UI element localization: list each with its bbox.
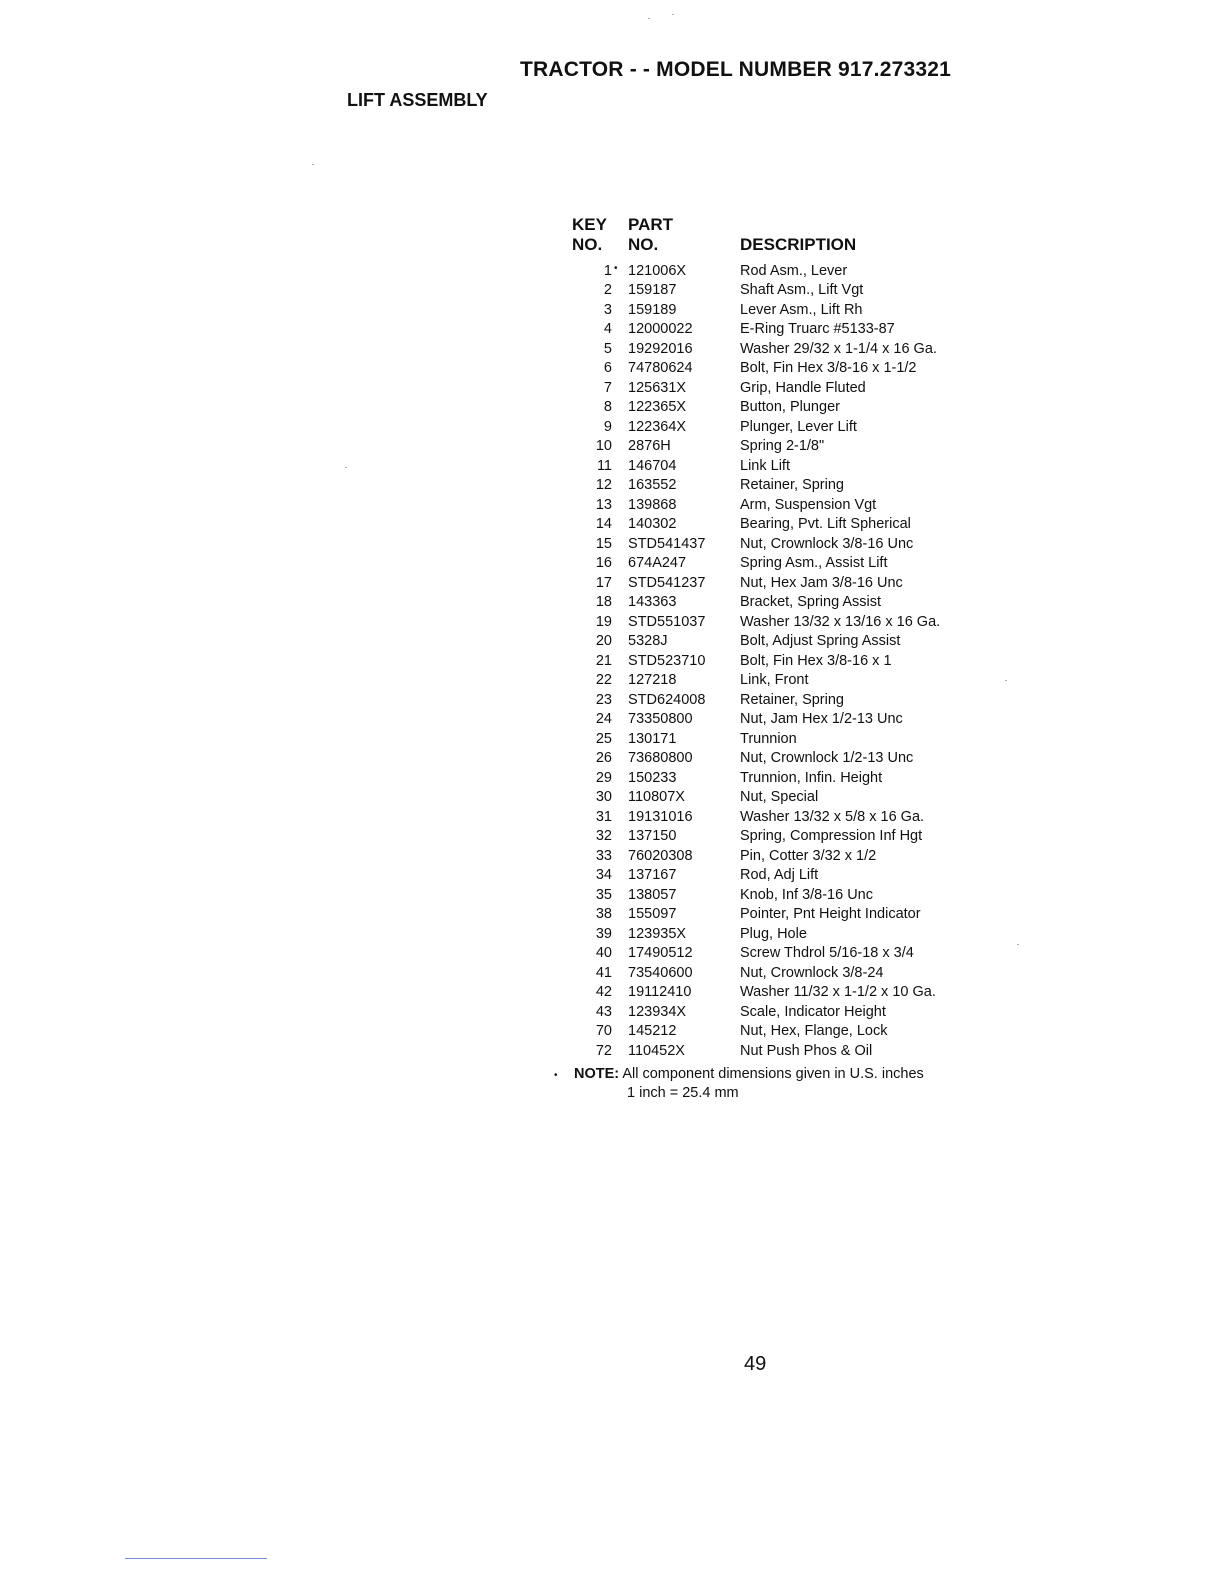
part-description: Nut, Hex Jam 3/8-16 Unc	[740, 574, 903, 591]
table-row	[560, 924, 980, 944]
key-no: 43	[595, 1003, 612, 1020]
key-no: 2	[603, 282, 612, 299]
key-no: 41	[595, 964, 612, 981]
key-no: 26	[595, 750, 612, 767]
key-no: 7	[603, 379, 612, 396]
table-row	[560, 1022, 980, 1042]
part-no: 138057	[628, 886, 677, 903]
table-row	[560, 456, 980, 476]
part-description: Washer 13/32 x 5/8 x 16 Ga.	[740, 808, 925, 825]
table-row	[560, 807, 980, 827]
table-row	[560, 885, 980, 905]
part-description: Trunnion	[740, 730, 797, 747]
part-no: 159187	[628, 282, 677, 299]
part-description: Bracket, Spring Assist	[740, 594, 882, 611]
part-description: Pin, Cotter 3/32 x 1/2	[740, 847, 877, 864]
part-description: Washer 29/32 x 1-1/4 x 16 Ga.	[740, 340, 937, 357]
part-no: 140302	[628, 516, 677, 533]
part-no: 150233	[628, 769, 677, 786]
table-row	[560, 573, 980, 593]
column-header-part-line2: NO.	[628, 235, 659, 254]
table-row	[560, 983, 980, 1003]
part-no: 17490512	[628, 945, 693, 962]
key-no: 16	[595, 555, 612, 572]
part-description: Plunger, Lever Lift	[740, 418, 857, 435]
key-no: 3	[603, 301, 612, 318]
note-marker: •	[554, 1070, 558, 1081]
key-no: 21	[595, 652, 612, 669]
table-row	[560, 320, 980, 340]
part-no: 19131016	[628, 808, 693, 825]
table-row	[560, 378, 980, 398]
column-header-key-line2: NO.	[572, 235, 603, 254]
table-row	[560, 398, 980, 418]
part-no: 137150	[628, 828, 677, 845]
part-description: Lever Asm., Lift Rh	[740, 301, 863, 318]
key-no: 30	[595, 789, 612, 806]
table-row	[560, 866, 980, 886]
table-row	[560, 710, 980, 730]
key-no: 9	[603, 418, 612, 435]
key-no: 25	[595, 730, 612, 747]
part-description: Nut, Special	[740, 789, 819, 806]
table-row	[560, 612, 980, 632]
part-no: 674A247	[628, 555, 687, 572]
key-no: 72	[595, 1042, 612, 1059]
part-description: Scale, Indicator Height	[740, 1003, 886, 1020]
part-no: 121006X	[628, 262, 687, 279]
part-description: Bolt, Adjust Spring Assist	[740, 633, 901, 650]
part-description: Retainer, Spring	[740, 691, 844, 708]
part-description: Retainer, Spring	[740, 477, 844, 494]
key-no: 40	[595, 945, 612, 962]
key-no: 5	[603, 340, 612, 357]
key-no: 14	[595, 516, 612, 533]
key-no: 20	[595, 633, 612, 650]
part-description: Bolt, Fin Hex 3/8-16 x 1	[740, 652, 892, 669]
part-description: Spring, Compression Inf Hgt	[740, 828, 923, 845]
key-no: 22	[595, 672, 612, 689]
part-no: 163552	[628, 477, 677, 494]
bottom-rule	[125, 1558, 267, 1559]
key-no: 19	[595, 613, 612, 630]
table-row	[560, 729, 980, 749]
table-row	[560, 944, 980, 964]
part-no: 110807X	[628, 789, 685, 806]
part-description: E-Ring Truarc #5133-87	[740, 321, 895, 338]
part-no: STD541437	[628, 535, 706, 552]
column-header-key-line1: KEY	[572, 215, 607, 234]
part-no: 123935X	[628, 925, 687, 942]
part-description: Nut, Crownlock 1/2-13 Unc	[740, 750, 914, 767]
page-number: 49	[744, 1353, 767, 1375]
part-description: Nut, Jam Hex 1/2-13 Unc	[740, 711, 903, 728]
note	[554, 1066, 924, 1082]
key-no: 4	[603, 321, 612, 338]
table-row	[560, 261, 980, 281]
part-no: 19292016	[628, 340, 693, 357]
key-no: 70	[595, 1023, 612, 1040]
table-row	[560, 339, 980, 359]
key-no: 10	[595, 438, 612, 455]
note-label: NOTE:	[574, 1066, 620, 1082]
part-no: STD551037	[628, 613, 706, 630]
key-no: 18	[595, 594, 612, 611]
parts-list	[560, 261, 980, 1061]
column-header-part-line1: PART	[628, 215, 674, 234]
table-row	[560, 768, 980, 788]
part-description: Arm, Suspension Vgt	[740, 496, 877, 513]
table-row	[560, 554, 980, 574]
table-row	[560, 593, 980, 613]
table-row	[560, 827, 980, 847]
part-no: 76020308	[628, 847, 693, 864]
part-no: 145212	[628, 1023, 677, 1040]
part-description: Spring Asm., Assist Lift	[740, 555, 888, 572]
table-row	[560, 671, 980, 691]
key-marker: •	[614, 263, 618, 274]
page-title: TRACTOR - - MODEL NUMBER 917.273321	[520, 58, 951, 81]
note-text: All component dimensions given in U.S. inches	[622, 1066, 924, 1082]
part-description: Link, Front	[740, 672, 809, 689]
part-description: Pointer, Pnt Height Indicator	[740, 906, 921, 923]
table-row	[560, 300, 980, 320]
part-description: Washer 11/32 x 1-1/2 x 10 Ga.	[740, 984, 936, 1001]
table-row	[560, 417, 980, 437]
part-no: STD624008	[628, 691, 706, 708]
table-row	[560, 963, 980, 983]
part-no: STD541237	[628, 574, 706, 591]
part-no: STD523710	[628, 652, 706, 669]
key-no: 15	[595, 535, 612, 552]
part-description: Screw Thdrol 5/16-18 x 3/4	[740, 945, 914, 962]
key-no: 17	[595, 574, 612, 591]
part-description: Link Lift	[740, 457, 790, 474]
part-no: 110452X	[628, 1042, 685, 1059]
part-description: Bolt, Fin Hex 3/8-16 x 1-1/2	[740, 360, 917, 377]
table-row	[560, 1041, 980, 1061]
key-no: 11	[596, 457, 612, 474]
part-description: Grip, Handle Fluted	[740, 379, 866, 396]
table-row	[560, 905, 980, 925]
key-no: 29	[595, 769, 612, 786]
key-no: 6	[603, 360, 612, 377]
part-no: 139868	[628, 496, 677, 513]
part-no: 123934X	[628, 1003, 687, 1020]
table-row	[560, 476, 980, 496]
part-no: 125631X	[628, 379, 687, 396]
section-title: LIFT ASSEMBLY	[347, 90, 488, 110]
key-no: 23	[595, 691, 612, 708]
note-conversion: 1 inch = 25.4 mm	[627, 1085, 739, 1101]
part-description: Rod Asm., Lever	[740, 262, 848, 279]
part-no: 146704	[628, 457, 677, 474]
part-no: 5328J	[628, 633, 668, 650]
table-row	[560, 1002, 980, 1022]
part-no: 2876H	[628, 438, 671, 455]
table-row	[560, 359, 980, 379]
part-no: 122364X	[628, 418, 687, 435]
part-description: Rod, Adj Lift	[740, 867, 819, 884]
part-no: 130171	[628, 730, 677, 747]
table-row	[560, 690, 980, 710]
table-row	[560, 515, 980, 535]
part-no: 122365X	[628, 399, 687, 416]
part-no: 127218	[628, 672, 677, 689]
column-header-description: DESCRIPTION	[740, 235, 857, 254]
part-no: 155097	[628, 906, 677, 923]
key-no: 34	[595, 867, 612, 884]
part-description: Nut, Hex, Flange, Lock	[740, 1023, 888, 1040]
part-no: 137167	[628, 867, 677, 884]
key-no: 13	[595, 496, 612, 513]
key-no: 1	[603, 262, 612, 279]
key-no: 12	[595, 477, 612, 494]
part-no: 73540600	[628, 964, 693, 981]
part-no: 159189	[628, 301, 677, 318]
part-no: 73350800	[628, 711, 693, 728]
key-no: 32	[595, 828, 612, 845]
key-no: 38	[595, 906, 612, 923]
key-no: 33	[595, 847, 612, 864]
table-row	[560, 495, 980, 515]
part-no: 12000022	[628, 321, 693, 338]
part-description: Nut, Crownlock 3/8-16 Unc	[740, 535, 914, 552]
table-row	[560, 788, 980, 808]
table-row	[560, 651, 980, 671]
key-no: 8	[603, 399, 612, 416]
part-no: 143363	[628, 594, 677, 611]
part-description: Button, Plunger	[740, 399, 840, 416]
table-row	[560, 281, 980, 301]
part-description: Washer 13/32 x 13/16 x 16 Ga.	[740, 613, 941, 630]
part-no: 73680800	[628, 750, 693, 767]
key-no: 24	[595, 711, 612, 728]
part-description: Bearing, Pvt. Lift Spherical	[740, 516, 911, 533]
part-description: Nut, Crownlock 3/8-24	[740, 964, 884, 981]
key-no: 42	[595, 984, 612, 1001]
part-description: Spring 2-1/8"	[740, 438, 825, 455]
key-no: 35	[595, 886, 612, 903]
table-row	[560, 534, 980, 554]
key-no: 31	[595, 808, 612, 825]
part-no: 19112410	[628, 984, 692, 1001]
part-description: Plug, Hole	[740, 925, 807, 942]
part-description: Shaft Asm., Lift Vgt	[740, 282, 864, 299]
table-row	[560, 632, 980, 652]
part-description: Nut Push Phos & Oil	[740, 1042, 873, 1059]
key-no: 39	[595, 925, 612, 942]
part-no: 74780624	[628, 360, 693, 377]
table-row	[560, 749, 980, 769]
table-row	[560, 437, 980, 457]
part-description: Knob, Inf 3/8-16 Unc	[740, 886, 873, 903]
part-description: Trunnion, Infin. Height	[740, 769, 883, 786]
table-row	[560, 846, 980, 866]
